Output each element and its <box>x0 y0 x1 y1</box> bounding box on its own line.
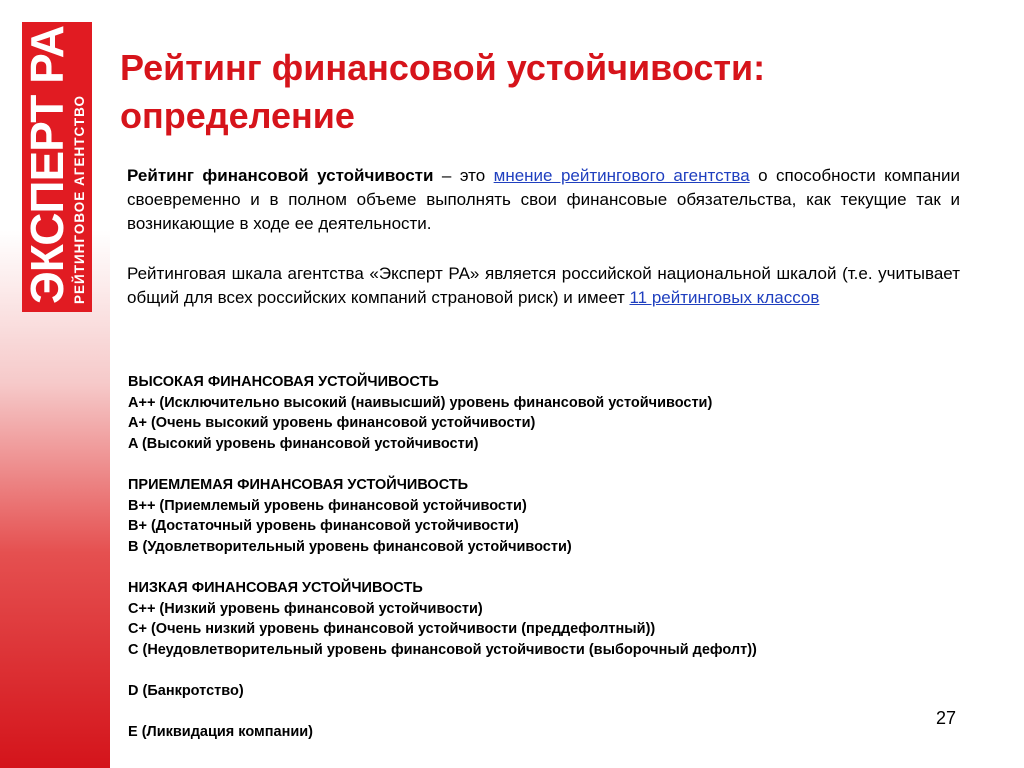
logo-sub-text: РЕЙТИНГОВОЕ АГЕНТСТВО <box>72 94 87 304</box>
rating-item: C (Неудовлетворительный уровень финансовой устойчивости (выборочный дефолт)) <box>128 641 757 658</box>
definition-paragraph <box>127 164 960 236</box>
spacer <box>128 702 968 723</box>
rating-item: A+ (Очень высокий уровень финансовой устойчивости) <box>128 415 536 432</box>
definition-dash: – это <box>433 166 494 185</box>
rating-item: C++ (Низкий уровень финансовой устойчивости) <box>128 600 483 617</box>
page-number: 27 <box>936 708 957 728</box>
scale-paragraph <box>127 262 960 310</box>
group-heading-low: НИЗКАЯ ФИНАНСОВАЯ УСТОЙЧИВОСТЬ <box>128 579 423 596</box>
title-line-2: определение <box>120 95 355 136</box>
definition-rest: о способности компании своевременно и в полном объеме выполнять свои финансовые обязательства, как текущие так и возникающие в ходе ее деятельности. <box>127 166 960 233</box>
scale-text: Рейтинговая шкала агентства «Эксперт РА» является российской национальной шкалой (т.е. учитывает общий для всех российских компаний страновой риск) и имеет <box>127 264 960 307</box>
spacer <box>128 557 968 578</box>
rating-classes-link[interactable]: 11 рейтинговых классов <box>629 288 820 307</box>
spacer <box>128 660 968 681</box>
rating-item: B+ (Достаточный уровень финансовой устойчивости) <box>128 518 519 535</box>
rating-item: A++ (Исключительно высокий (наивысший) уровень финансовой устойчивости) <box>128 394 713 411</box>
spacer <box>128 454 968 475</box>
rating-item-bankruptcy: D (Банкротство) <box>128 682 244 699</box>
agency-opinion-link[interactable]: мнение рейтингового агентства <box>493 166 750 185</box>
logo-main-text: ЭКСПЕРТ РА <box>21 26 73 304</box>
expert-ra-logo <box>22 22 92 312</box>
rating-item: B++ (Приемлемый уровень финансовой устойчивости) <box>128 497 527 514</box>
rating-item: A (Высокий уровень финансовой устойчивости) <box>128 435 479 452</box>
rating-item-liquidation: E (Ликвидация компании) <box>128 724 313 741</box>
rating-item: C+ (Очень низкий уровень финансовой устойчивости (преддефолтный)) <box>128 621 656 638</box>
title-line-1: Рейтинг финансовой устойчивости: <box>120 47 766 88</box>
definition-term: Рейтинг финансовой устойчивости <box>127 166 434 185</box>
rating-item: B (Удовлетворительный уровень финансовой устойчивости) <box>128 538 572 555</box>
group-heading-acceptable: ПРИЕМЛЕМАЯ ФИНАНСОВАЯ УСТОЙЧИВОСТЬ <box>128 476 469 493</box>
group-heading-high: ВЫСОКАЯ ФИНАНСОВАЯ УСТОЙЧИВОСТЬ <box>128 374 439 390</box>
slide-title <box>120 44 980 140</box>
rating-scale-list <box>128 372 968 743</box>
